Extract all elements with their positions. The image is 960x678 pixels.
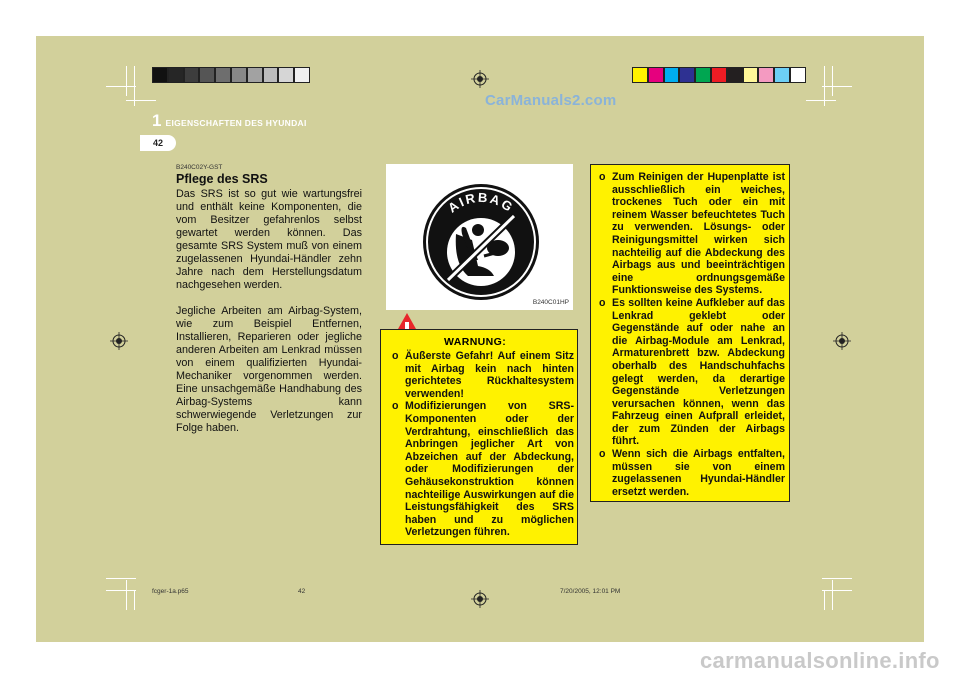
section-heading: Pflege des SRS (176, 172, 268, 186)
list-item: o Es sollten keine Aufkleber auf das Lenkrad geklebt oder Gegenstände auf oder nahe an die Airbag-Module am Lenkrad, Armaturenbrett bzw. Abdeckung oberhalb des Handschuhfachs gelegt werden, da derartige Gegenstände Verletzungen verursachen können, wenn das Fahrzeug einen Aufprall erleidet, der zum Zünden der Airbags führt. (595, 297, 785, 448)
color-swatch (632, 67, 648, 83)
warning-title: WARNUNG: (444, 336, 507, 348)
page-number-tab: 42 (140, 135, 176, 151)
color-swatch (727, 67, 743, 83)
srs-care-section (176, 164, 362, 446)
watermark-bottom[interactable]: carmanualsonline.info (700, 648, 940, 673)
figure-code: B240C01HP (532, 299, 569, 306)
registration-mark-right-icon (833, 332, 851, 350)
footer-page: 42 (298, 588, 306, 595)
color-swatch (278, 67, 294, 83)
airbag-seat-icon (386, 164, 573, 310)
color-swatch (695, 67, 711, 83)
color-swatch (231, 67, 247, 83)
color-swatch (247, 67, 263, 83)
color-swatch (152, 67, 168, 83)
footer-file: fcger-1a.p65 (152, 588, 189, 595)
section-code: B240C02Y-GST (176, 164, 223, 171)
color-swatch (790, 67, 806, 83)
registration-mark-bottom-icon (471, 590, 489, 608)
notes-box (590, 164, 790, 502)
cmyk-color-bar (632, 67, 806, 83)
color-swatch (199, 67, 215, 83)
color-swatch (648, 67, 664, 83)
watermark-top[interactable]: CarManuals2.com (485, 92, 617, 109)
color-swatch (679, 67, 695, 83)
list-item: o Modifizierungen von SRS-Komponenten oder der Verdrahtung, einschließlich das Anbringen jeglicher Art von Abzeichen auf der Abdeckung, oder Modifizierungen der Gehäusekonstruktion können nachteilige Auswirkungen auf die Leistungsfähigkeit des SRS haben und zu möglichen Verletzungen führen. (388, 400, 574, 539)
notes-list (595, 171, 785, 498)
color-swatch (263, 67, 279, 83)
gray-color-bar (152, 67, 310, 83)
color-swatch (758, 67, 774, 83)
color-swatch (711, 67, 727, 83)
list-item: o Wenn sich die Airbags entfalten, müssen sie von einem zugelassenen Hyundai-Händler ersetzt werden. (595, 448, 785, 498)
color-swatch (743, 67, 759, 83)
registration-mark-top-icon (471, 70, 489, 88)
list-item: o Zum Reinigen der Hupenplatte ist ausschließlich ein weiches, trockenes Tuch oder ein mit reinem Wasser befeuchtetes Tuch zu verwenden. Lösungs- oder Reinigungsmittel wirken sich nachteilig auf die Abdeckung des Airbags aus und beeinträchtigen eine ordnungsgemäße Funktionsweise des Systems. (595, 171, 785, 297)
chapter-header (152, 111, 307, 131)
color-swatch (294, 67, 310, 83)
section-paragraph: Das SRS ist so gut wie wartungsfrei und enthält keine Komponenten, die vom Besitzer gefahrenlos selbst gewartet werden können. Das gesamte SRS System muß von einem zugelassenen Hyundai-Händler zehn Jahre nach dem Herstellungsdatum nachgesehen werden. (176, 188, 362, 291)
footer-date: 7/20/2005, 12:01 PM (560, 588, 621, 595)
section-paragraph: Jegliche Arbeiten am Airbag-System, wie zum Beispiel Entfernen, Installieren, Reparieren oder jegliche anderen Arbeiten am Lenkrad müssen von einem qualifizierten Hyundai-Mechaniker vorgenommen werden. Eine unsachgemäße Handhabung des Airbag-Systems kann schwerwiegende Verletzungen zur Folge haben. (176, 305, 362, 434)
airbag-figure (386, 164, 573, 310)
airbag-label: AIRBAG (445, 189, 517, 216)
color-swatch (774, 67, 790, 83)
color-swatch (184, 67, 200, 83)
color-swatch (215, 67, 231, 83)
warning-box (380, 329, 578, 545)
color-swatch (168, 67, 184, 83)
chapter-number: 1 (152, 111, 162, 130)
list-item: o Äußerste Gefahr! Auf einem Sitz mit Airbag kein nach hinten gerichtetes Rückhaltesystem verwenden! (388, 350, 574, 400)
color-swatch (664, 67, 680, 83)
registration-mark-left-icon (110, 332, 128, 350)
chapter-title: EIGENSCHAFTEN DES HYUNDAI (165, 118, 307, 128)
warning-list (388, 350, 574, 539)
